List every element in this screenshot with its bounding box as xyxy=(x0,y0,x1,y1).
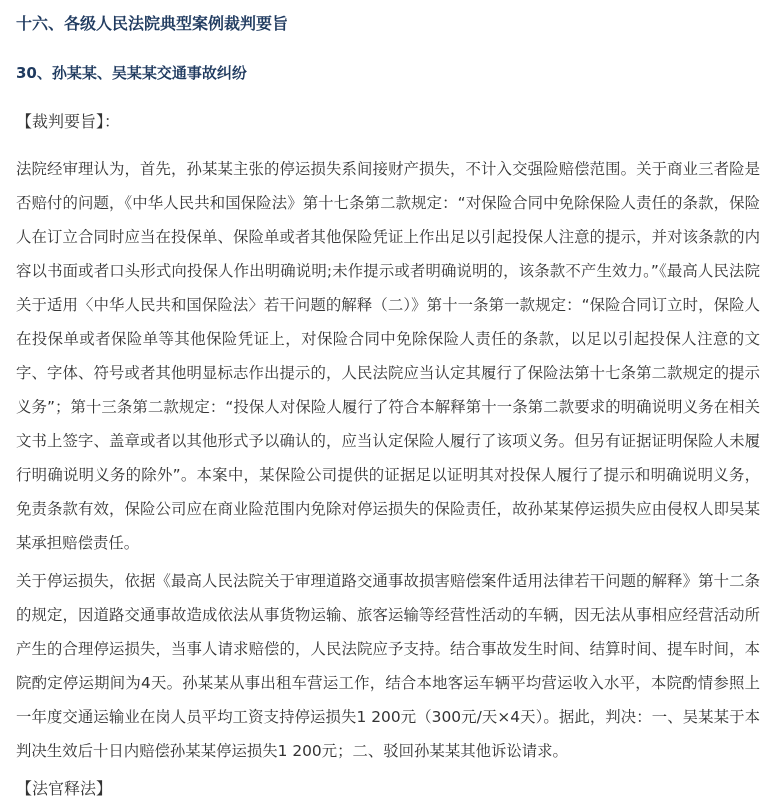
section-title: 十六、各级人民法院典型案例裁判要旨 xyxy=(16,14,289,33)
paragraph-1: 法院经审理认为，首先，孙某某主张的停运损失系间接财产损失，不计入交强险赔偿范围。关于商业三者险是否赔付的问题，《中华人民共和国保险法》第十七条第二款规定：“对保险合同中免除保险人责任的条款，保险人在订立合同时应当在投保单、保险单或者其他保险凭证上作出足以引起投保人注意的提示，并对该条款的内容以书面或者口头形式向投保人作出明确说明;未作提示或者明确说明的，该条款不产生效力。”《最高人民法院关于适用〈中华人民共和国保险法〉若干问题的解释（二）》第十一条第一款规定：“保险合同订立时，保险人在投保单或者保险单等其他保险凭证上，对保险合同中免除保险人责任的条款，以足以引起投保人注意的文字、字体、符号或者其他明显标志作出提示的，人民法院应当认定其履行了保险法第十七条第二款规定的提示义务”；第十三条第二款规定：“投保人对保险人履行了符合本解释第十一条第二款要求的明确说明义务在相关文书上签字、盖章或者以其他形式予以确认的，应当认定保险人履行了该项义务。但另有证据证明保险人未履行明确说明义务的除外”。本案中，某保险公司提供的证据足以证明其对投保人履行了提示和明确说明义务，免责条款有效，保险公司应在商业险范围内免除对停运损失的保险责任，故孙某某停运损失应由侵权人即吴某某承担赔偿责任。 xyxy=(16,160,760,552)
paragraph-2: 关于停运损失，依据《最高人民法院关于审理道路交通事故损害赔偿案件适用法律若干问题的解释》第十二条的规定，因道路交通事故造成依法从事货物运输、旅客运输等经营性活动的车辆，因无法从事相应经营活动所产生的合理停运损失，当事人请求赔偿的，人民法院应予支持。结合事故发生时间、结算时间、提车时间，本院酌定停运期间为4天。孙某某从事出租车营运工作，结合本地客运车辆平均营运收入水平，本院酌情参照上一年度交通运输业在岗人员平均工资支持停运损失1 200元（300元/天×4天）。据此，判决：一、吴某某于本判决生效后十日内赔偿孙某某停运损失1 200元；二、驳回孙某某其他诉讼请求。 xyxy=(16,572,760,760)
next-section-label: 【法官释法】 xyxy=(16,779,113,798)
case-title: 30、孙某某、吴某某交通事故纠纷 xyxy=(16,64,247,82)
ruling-label: 【裁判要旨】： xyxy=(16,112,121,131)
